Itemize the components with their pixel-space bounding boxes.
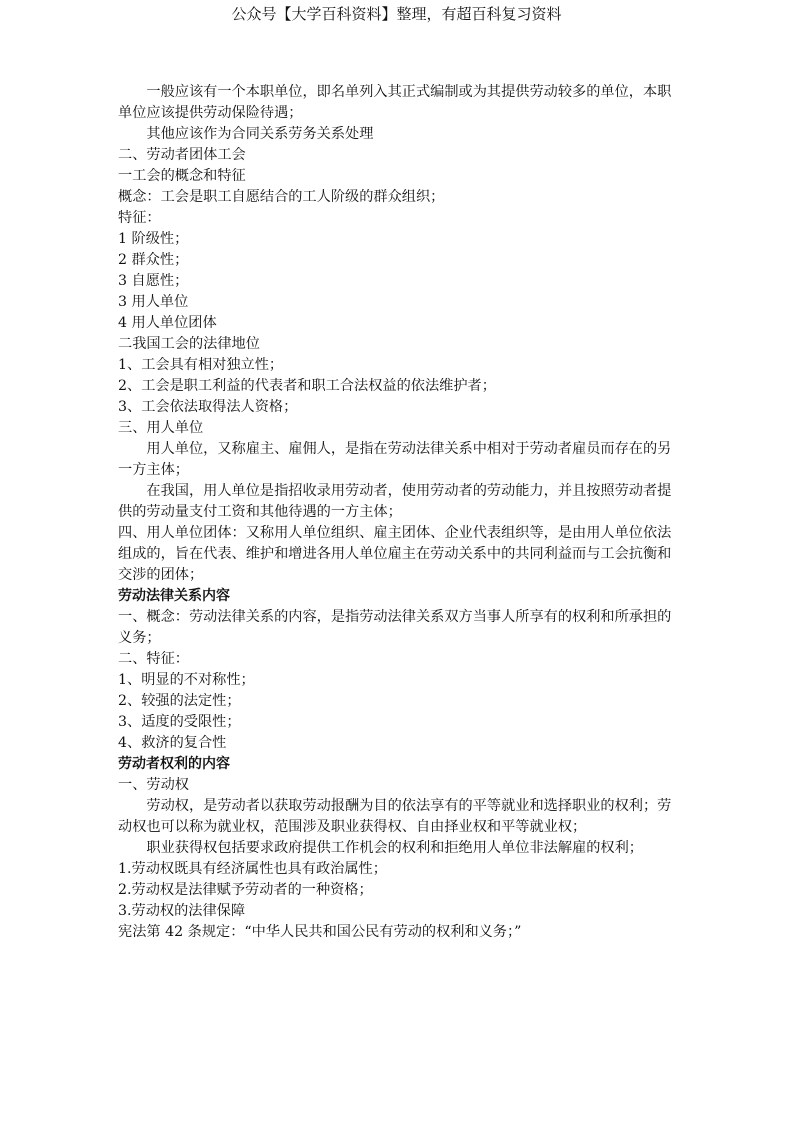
section-heading: 二、劳动者团体工会 — [118, 147, 246, 163]
list-item: 1、明显的不对称性； — [118, 672, 255, 688]
list-item: 4 用人单位团体 — [118, 315, 217, 331]
paragraph: 概念：工会是职工自愿结合的工人阶级的群众组织； — [118, 189, 445, 205]
list-item: 3 自愿性； — [118, 273, 189, 289]
paragraph: 四、用人单位团体：又称用人单位组织、雇主团体、企业代表组织等，是由用人单位依法组成的，旨在代表、维护和增进各用人单位雇主在劳动关系中的共同利益而与工会抗衡和交涉的团体； — [118, 525, 672, 583]
paragraph: 职业获得权包括要求政府提供工作机会的权利和拒绝用人单位非法解雇的权利； — [146, 840, 643, 856]
paragraph: 用人单位，又称雇主、雇佣人，是指在劳动法律关系中相对于劳动者雇员而存在的另一方主体； — [118, 441, 672, 478]
paragraph: 宪法第 42 条规定：“中华人民共和国公民有劳动的权利和义务；” — [118, 924, 522, 940]
list-item: 2、较强的法定性； — [118, 693, 241, 709]
section-heading: 二、特征： — [118, 651, 189, 667]
list-item: 1 阶级性； — [118, 231, 189, 247]
list-item: 2.劳动权是法律赋予劳动者的一种资格； — [118, 882, 373, 898]
document-body — [118, 82, 675, 943]
subsection-heading: 二我国工会的法律地位 — [118, 336, 260, 352]
list-item: 3、适度的受限性； — [118, 714, 241, 730]
paragraph: 在我国，用人单位是指招收录用劳动者，使用劳动者的劳动能力，并且按照劳动者提供的劳动量支付工资和其他待遇的一方主体； — [118, 483, 672, 520]
list-item: 2 群众性； — [118, 252, 189, 268]
paragraph: 一、概念：劳动法律关系的内容，是指劳动法律关系双方当事人所享有的权利和所承担的义务； — [118, 609, 672, 646]
list-item: 4、救济的复合性 — [118, 735, 227, 751]
list-item: 2、工会是职工利益的代表者和职工合法权益的依法维护者； — [118, 378, 496, 394]
paragraph: 其他应该作为合同关系劳务关系处理 — [146, 126, 374, 142]
bold-heading: 劳动者权利的内容 — [118, 756, 230, 772]
page-header: 公众号【大学百科资料】整理，有超百科复习资料 — [231, 5, 562, 23]
paragraph: 劳动权，是劳动者以获取劳动报酬为目的依法享有的平等就业和选择职业的权利；劳动权也可以称为就业权，范围涉及职业获得权、自由择业权和平等就业权； — [118, 798, 672, 835]
list-item: 3.劳动权的法律保障 — [118, 903, 246, 919]
section-heading: 一、劳动权 — [118, 777, 189, 793]
list-item: 3 用人单位 — [118, 294, 189, 310]
bold-heading: 劳动法律关系内容 — [118, 588, 230, 604]
subsection-heading: 一工会的概念和特征 — [118, 168, 246, 184]
list-item: 1.劳动权既具有经济属性也具有政治属性； — [118, 861, 387, 877]
section-heading: 三、用人单位 — [118, 420, 204, 436]
paragraph: 特征： — [118, 210, 161, 226]
list-item: 1、工会具有相对独立性； — [118, 357, 284, 373]
list-item: 3、工会依法取得法人资格； — [118, 399, 298, 415]
paragraph: 一般应该有一个本职单位，即名单列入其正式编制或为其提供劳动较多的单位，本职单位应该提供劳动保险待遇； — [118, 84, 672, 121]
